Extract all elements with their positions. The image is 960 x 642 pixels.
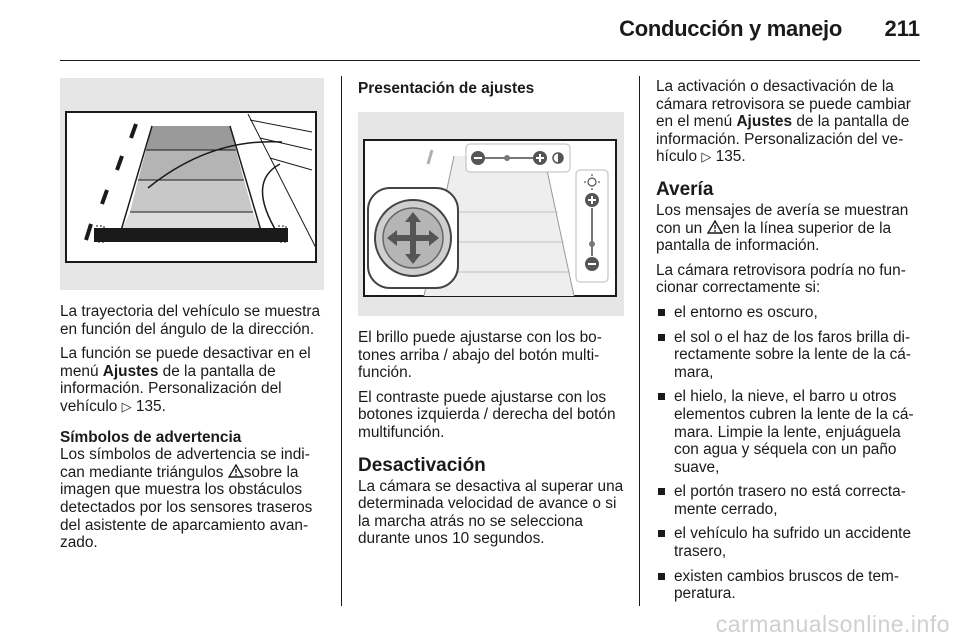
deactivation-heading: Desactivación bbox=[358, 454, 486, 476]
warning-symbols-paragraph: Los símbolos de advertencia se indican mediante triángulos sobre la imagen que muestra los obstáculos detectados por los sensores traseros del asistente de aparcamiento avanzado. bbox=[60, 446, 313, 552]
settings-display-heading: Presentación de ajustes bbox=[358, 80, 535, 97]
deactivate-function-paragraph: La función se puede desactivar en el menú Ajustes de la pantalla de información. Personalización del vehículo ▷ 135. bbox=[60, 345, 311, 415]
list-item: el portón trasero no está correctamente cerrado, bbox=[656, 483, 922, 518]
contrast-paragraph: El contraste puede ajustarse con los botones izquierda / derecha del botón multifunción. bbox=[358, 388, 616, 441]
trajectory-paragraph: La trayectoria del vehículo se muestra en función del ángulo de la dirección. bbox=[60, 303, 321, 338]
list-item: el vehículo ha sufrido un accidente trasero, bbox=[656, 525, 922, 560]
fault-heading: Avería bbox=[656, 178, 714, 200]
malfunction-list bbox=[656, 304, 922, 603]
column-2-text bbox=[358, 329, 628, 555]
arrow-right-icon: ▷ bbox=[121, 398, 132, 414]
menu-ajustes-2: Ajustes bbox=[736, 113, 793, 131]
page-title: Conducción y manejo bbox=[619, 16, 842, 41]
malfunction-intro: La cámara retrovisora podría no funcionar correctamente si: bbox=[656, 261, 906, 297]
watermark: carmanualsonline.info bbox=[715, 611, 950, 637]
settings-display-figure bbox=[358, 112, 624, 316]
page-ref-2: 135. bbox=[715, 148, 746, 166]
fault-paragraph: Los mensajes de avería se muestran con un en la línea superior de la pantalla de información. bbox=[656, 201, 909, 255]
warning-triangle-icon bbox=[707, 220, 723, 234]
list-item: el entorno es oscuro, bbox=[656, 304, 922, 322]
column-1 bbox=[60, 303, 328, 559]
list-item: el hielo, la nieve, el barro u otros elementos cubren la lente de la cámara. Limpie la lente, enjuáguela con agua y séquela con un paño suave, bbox=[656, 388, 922, 476]
list-item: existen cambios bruscos de temperatura. bbox=[656, 568, 922, 603]
page-header bbox=[0, 0, 960, 62]
column-2 bbox=[358, 80, 626, 98]
column-divider-1 bbox=[341, 76, 342, 606]
list-item: el sol o el haz de los faros brilla directamente sobre la lente de la cámara, bbox=[656, 329, 922, 382]
activation-paragraph: La activación o desactivación de la cámara retrovisora se puede cambiar en el menú Ajustes de la pantalla de información. Personalización del vehículo ▷ 135. bbox=[656, 78, 911, 166]
deactivation-paragraph: La cámara se desactiva al superar una determinada velocidad de avance o si la marcha atrás no se selecciona durante unos 10 segundos. bbox=[358, 477, 624, 548]
page-number: 211 bbox=[884, 16, 920, 41]
warning-symbols-heading: Símbolos de advertencia bbox=[60, 428, 242, 446]
column-divider-2 bbox=[639, 76, 640, 606]
brightness-paragraph: El brillo puede ajustarse con los botones arriba / abajo del botón multifunción. bbox=[358, 329, 602, 382]
arrow-right-icon: ▷ bbox=[701, 149, 712, 165]
page-ref: 135. bbox=[135, 397, 166, 415]
trajectory-illustration bbox=[60, 78, 324, 290]
settings-illustration bbox=[358, 112, 624, 316]
rear-camera-trajectory-figure bbox=[60, 78, 324, 290]
header-rule bbox=[60, 60, 920, 61]
warning-triangle-icon bbox=[228, 464, 244, 478]
column-3 bbox=[656, 78, 922, 610]
menu-ajustes: Ajustes bbox=[102, 362, 159, 380]
